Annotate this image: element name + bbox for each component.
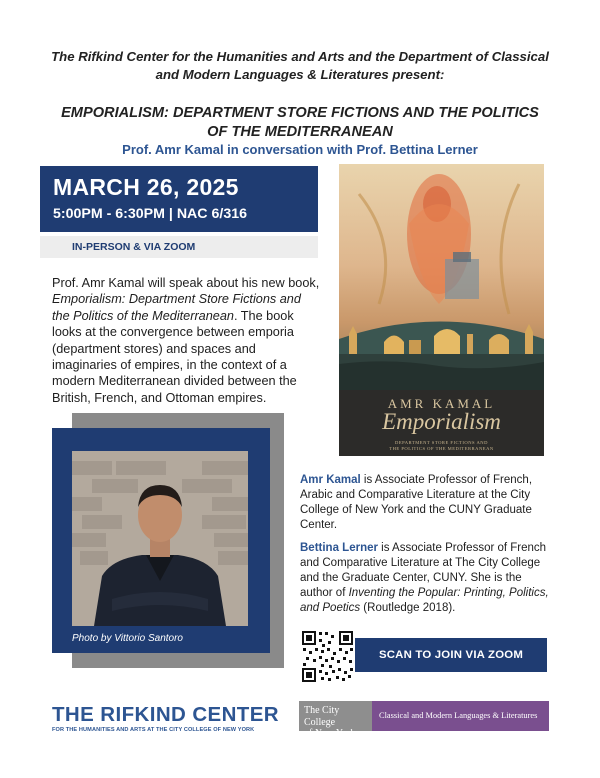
department-logo: Classical and Modern Languages & Literatures — [372, 701, 549, 731]
book-subtitle-line-1: DEPARTMENT STORE FICTIONS AND — [395, 440, 488, 445]
book-cover-art — [339, 164, 544, 390]
book-cover — [339, 164, 544, 456]
rifkind-logo-tagline: FOR THE HUMANITIES AND ARTS AT THE CITY COLLEGE OF NEW YORK — [52, 727, 255, 733]
event-title-line-2: OF THE MEDITERRANEAN — [207, 124, 393, 140]
photo-credit: Photo by Vittorio Santoro — [72, 633, 183, 644]
book-subtitle-line-2: THE POLITICS OF THE MEDITERRANEAN — [389, 446, 494, 451]
event-date: MARCH 26, 2025 — [53, 174, 239, 200]
cover-painting-image — [339, 164, 544, 390]
description-text-2: . The book looks at the convergence between emporia (department stores) and spaces and imaginaries of empires, in the context of a modern Mediterranean divided between the British, French, and Ottoman empires. — [52, 308, 297, 405]
book-title: Emporialism — [382, 409, 501, 434]
kamal-bio — [300, 473, 555, 533]
rifkind-center-logo — [52, 704, 290, 733]
ccny-logo-line-1: The City College — [304, 705, 340, 728]
rifkind-logo-name: THE RIFKIND CENTER — [52, 703, 280, 726]
presenters-line-2: and Modern Languages & Literatures present: — [155, 67, 445, 82]
speaker-photo — [72, 451, 248, 626]
qr-code-icon — [301, 630, 354, 683]
description-text-1: Prof. Amr Kamal will speak about his new book, — [52, 276, 320, 290]
lerner-book-title: Inventing the Popular: Printing, Politics, and Poetics — [300, 587, 549, 614]
kamal-bio-text: is Associate Professor of French, Arabic and Comparative Literature at the City College of New York and the CUNY Graduate Center. — [300, 474, 533, 531]
date-banner — [40, 166, 318, 232]
ccny-logo-line-2: of New York — [304, 728, 356, 739]
event-subtitle: Prof. Amr Kamal in conversation with Prof. Bettina Lerner — [122, 142, 478, 157]
book-subtitle — [339, 440, 544, 452]
lerner-bio-text-2: (Routledge 2018). — [360, 602, 456, 614]
event-time-place: 5:00PM - 6:30PM | NAC 6/316 — [53, 206, 247, 222]
speaker-photo-image — [72, 451, 248, 626]
lerner-name: Bettina Lerner — [300, 542, 378, 554]
attendance-mode-badge: IN-PERSON & VIA ZOOM — [40, 236, 318, 258]
book-author: AMR KAMAL — [387, 396, 496, 411]
event-title-line-1: EMPORIALISM: DEPARTMENT STORE FICTIONS AND THE POLITICS — [61, 105, 539, 121]
event-description — [52, 275, 322, 406]
kamal-name: Amr Kamal — [300, 474, 361, 486]
ccny-logo — [299, 701, 372, 739]
event-title — [40, 104, 560, 142]
presenters-line-1: The Rifkind Center for the Humanities and Arts and the Department of Classical — [51, 49, 549, 64]
zoom-qr-code[interactable] — [301, 630, 354, 683]
description-book-title: Emporialism: Department Store Fictions and the Politics of the Mediterranean — [52, 292, 301, 323]
lerner-bio — [300, 541, 555, 616]
lerner-bio-text-1: is Associate Professor of French and Comparative Literature at The City College and the Graduate Center, CUNY. She is the author of — [300, 542, 547, 599]
presenters-line — [40, 48, 560, 84]
join-zoom-button[interactable]: SCAN TO JOIN VIA ZOOM — [355, 638, 547, 672]
